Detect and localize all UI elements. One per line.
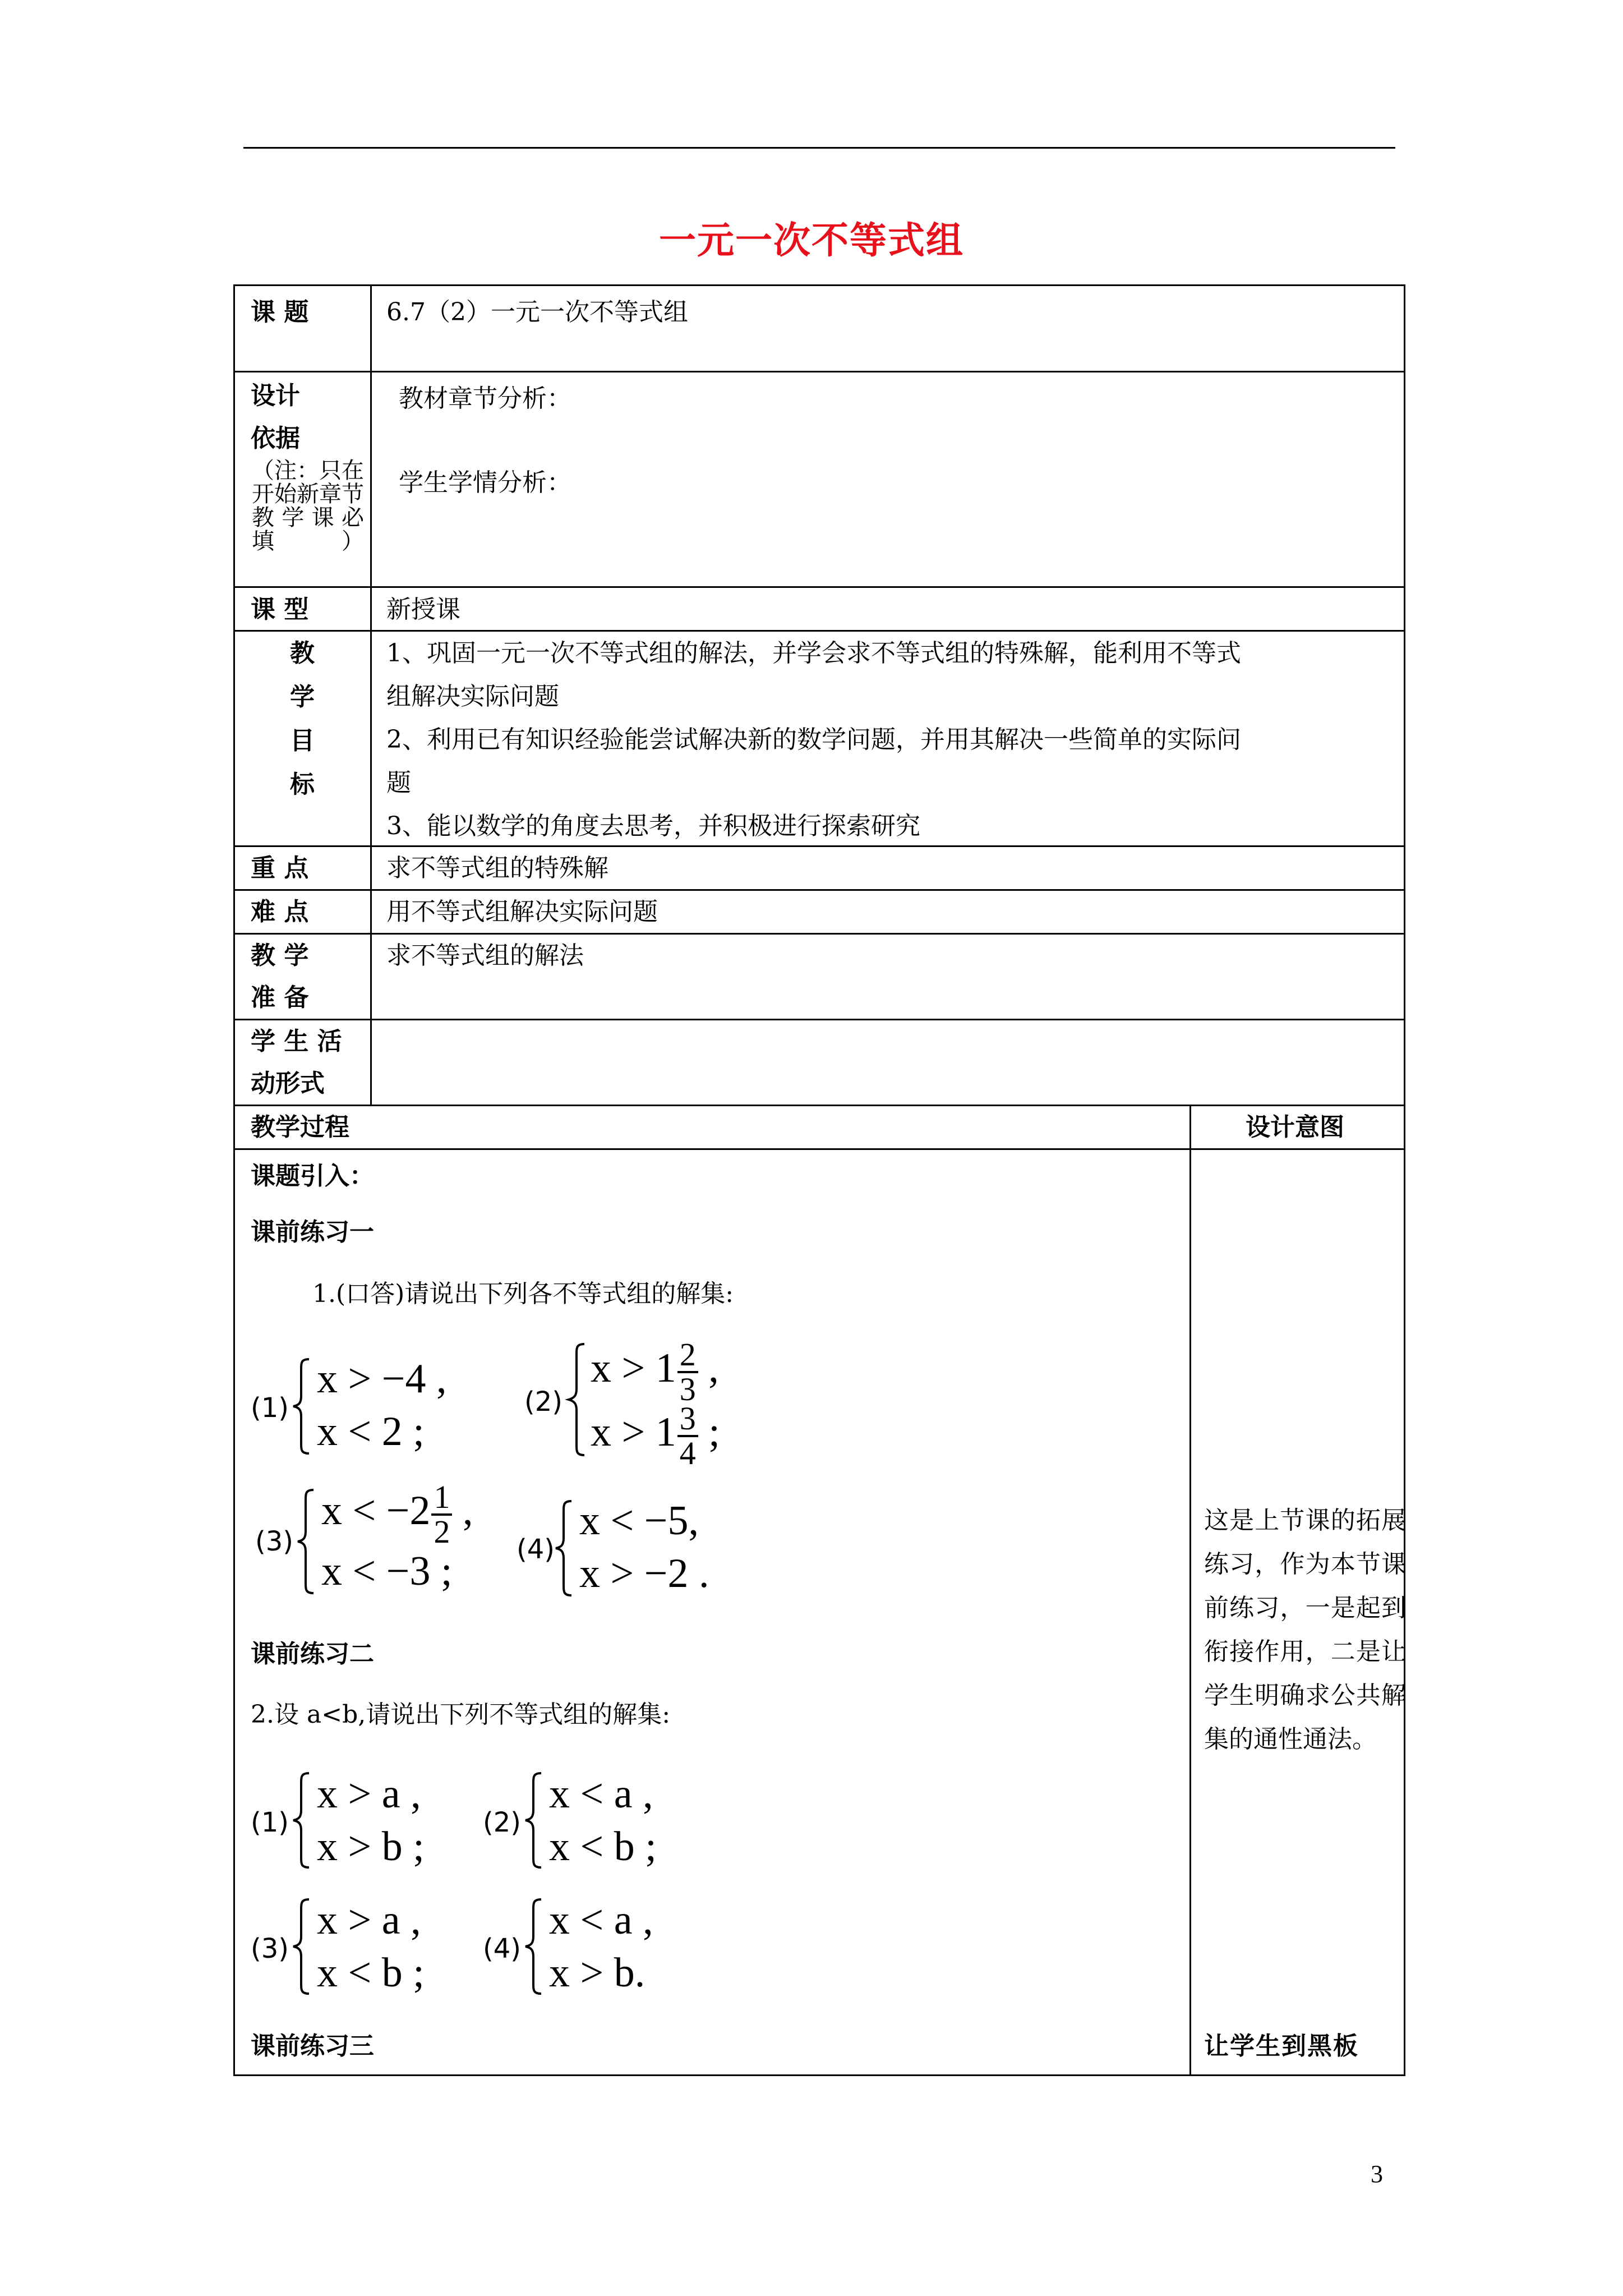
brace-icon	[291, 1770, 311, 1871]
label-difficulty: 难 点	[251, 898, 309, 926]
inequality: x > 1	[591, 1409, 676, 1455]
brace-icon	[291, 1896, 311, 1997]
inequality: x > a ,	[317, 1771, 421, 1817]
goal-line: 2、利用已有知识经验能尝试解决新的数学问题，并用其解决一些简单的实际问	[386, 725, 1241, 754]
system-number: (3)	[255, 1526, 293, 1557]
brace-icon	[523, 1896, 543, 1997]
goal-line: 组解决实际问题	[386, 682, 559, 711]
intro-heading: 课题引入：	[251, 1162, 374, 1190]
difficulty-value: 用不等式组解决实际问题	[386, 898, 658, 926]
fraction-numerator: 1	[431, 1481, 452, 1516]
inequality: x > b.	[549, 1950, 645, 1996]
design-intent-note: 这是上节课的拓展练习，作为本节课前练习，一是起到衔接作用，二是让学生明确求公共解集的通性通法。	[1204, 1506, 1406, 1754]
label-key-point: 重 点	[251, 854, 309, 882]
row-divider	[235, 1105, 1404, 1106]
inequality: x > −4 ,	[317, 1356, 447, 1402]
label-student-activity: 学 生 活	[251, 1027, 342, 1056]
system-number: (2)	[483, 1807, 521, 1838]
goal-line: 题	[386, 769, 411, 797]
inequality: x > a ,	[317, 1897, 421, 1943]
inequality: x < −2	[321, 1487, 431, 1534]
design-intent-note-2: 让学生到黑板	[1204, 2032, 1359, 2060]
inequality: x > 1	[591, 1345, 676, 1391]
brace-icon	[566, 1341, 587, 1458]
page-title: 一元一次不等式组	[659, 219, 964, 262]
row-divider	[235, 1148, 1404, 1150]
inequality-system	[251, 1896, 464, 2003]
inequality: x < b ;	[317, 1950, 425, 1996]
brace-icon	[523, 1770, 543, 1871]
topic-value: 6.7（2）一元一次不等式组	[386, 298, 688, 326]
header-rule	[243, 147, 1395, 149]
exercise-1-heading: 课前练习一	[251, 1218, 374, 1246]
exercise-2-heading: 课前练习二	[251, 1640, 374, 1668]
inequality-punctuation: ,	[698, 1345, 719, 1391]
label-topic: 课 题	[251, 298, 309, 326]
fraction	[677, 1338, 698, 1406]
system-number: (2)	[524, 1386, 562, 1418]
fraction-numerator: 2	[677, 1338, 698, 1373]
inequality-system	[251, 1770, 464, 1876]
exercise-1-prompt: 1.(口答)请说出下列各不等式组的解集:	[312, 1280, 734, 1308]
brace-icon	[291, 1356, 311, 1457]
brace-icon	[554, 1498, 574, 1599]
inequality-punctuation: ;	[698, 1409, 720, 1455]
lesson-type-value: 新授课	[386, 595, 460, 624]
goal-line: 1、巩固一元一次不等式组的解法，并学会求不等式组的特殊解，能利用不等式	[386, 639, 1241, 668]
process-header: 教学过程	[251, 1113, 349, 1142]
inequality: x < a ,	[549, 1897, 653, 1943]
fraction-denominator: 2	[434, 1513, 450, 1550]
system-number: (1)	[251, 1392, 289, 1424]
inequality: x < −3 ;	[321, 1548, 453, 1594]
design-basis-note: （注：只在开始新章节教学课必填）	[252, 458, 364, 554]
key-point-value: 求不等式组的特殊解	[386, 854, 608, 882]
label-preparation: 准 备	[251, 983, 309, 1012]
label-preparation: 教 学	[251, 941, 309, 970]
inequality-punctuation: ,	[452, 1487, 473, 1534]
design-intent-header: 设计意图	[1246, 1113, 1344, 1142]
lesson-plan-table	[233, 284, 1405, 2076]
inequality: x < −5,	[579, 1498, 699, 1544]
system-number: (4)	[483, 1933, 521, 1964]
row-divider	[235, 1019, 1404, 1020]
preparation-value: 求不等式组的解法	[386, 941, 584, 970]
label-design-basis: 设计依据	[251, 381, 300, 453]
row-divider	[235, 371, 1404, 372]
inequality: x < 2 ;	[317, 1409, 425, 1455]
column-divider	[370, 286, 372, 1106]
inequality-system	[483, 1770, 696, 1876]
fraction-denominator: 3	[679, 1371, 696, 1407]
label-lesson-type: 课 型	[251, 595, 309, 624]
inequality: x < b ;	[549, 1824, 657, 1870]
inequality-system	[483, 1896, 696, 2003]
system-number: (3)	[251, 1933, 289, 1964]
exercise-2-prompt: 2.设 a<b,请说出下列不等式组的解集:	[251, 1700, 671, 1729]
brace-icon	[296, 1487, 316, 1596]
fraction-denominator: 4	[679, 1435, 696, 1471]
column-divider	[1189, 1105, 1191, 2074]
page-number: 3	[1371, 2160, 1383, 2188]
inequality: x > −2 .	[579, 1550, 709, 1596]
label-student-activity: 动形式	[251, 1069, 325, 1098]
student-analysis-label: 学生学情分析：	[399, 468, 571, 497]
inequality: x > b ;	[317, 1824, 425, 1870]
exercise-3-heading: 课前练习三	[251, 2032, 374, 2060]
inequality-system	[524, 1335, 805, 1470]
system-number: (4)	[517, 1534, 555, 1565]
inequality-system	[255, 1481, 547, 1604]
system-number: (1)	[251, 1807, 289, 1838]
fraction-numerator: 3	[677, 1402, 698, 1437]
textbook-analysis-label: 教材章节分析：	[399, 384, 571, 413]
fraction	[431, 1481, 452, 1548]
inequality-system	[517, 1498, 741, 1604]
inequality: x < a ,	[549, 1771, 653, 1817]
label-teaching-goals: 教学目标	[290, 639, 315, 799]
inequality-system	[251, 1355, 486, 1461]
goal-line: 3、能以数学的角度去思考，并积极进行探索研究	[386, 812, 920, 840]
fraction	[677, 1402, 698, 1470]
